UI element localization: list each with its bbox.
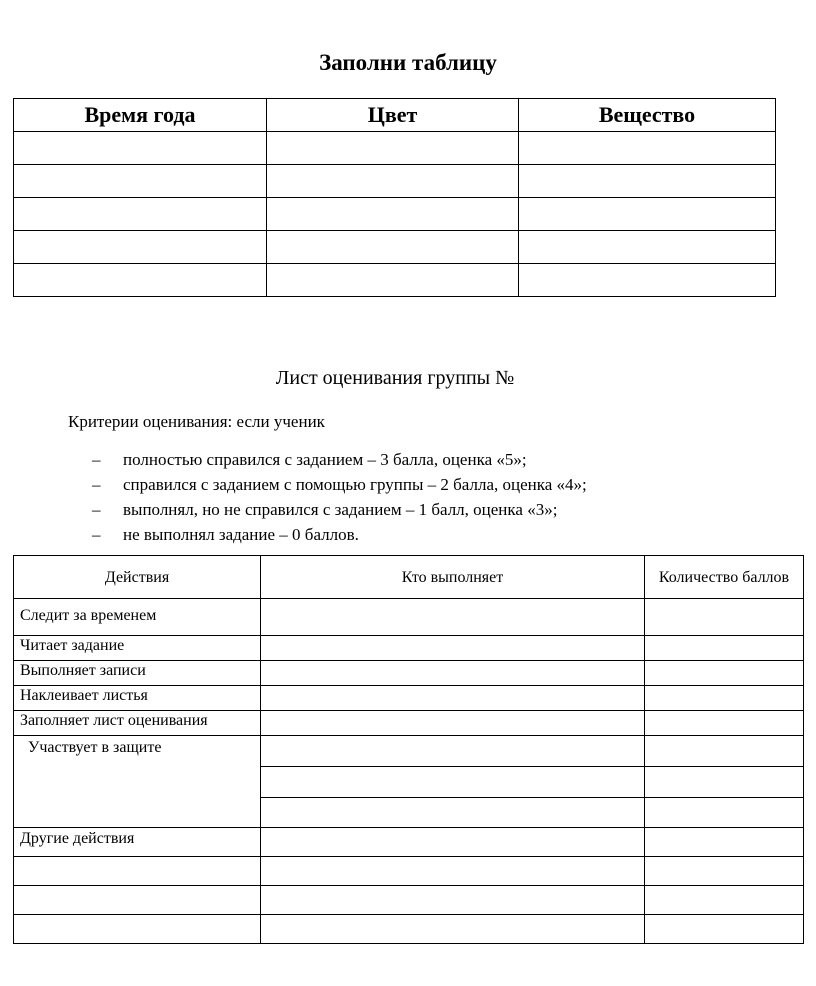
table-row: [14, 198, 776, 231]
table-cell[interactable]: [14, 132, 267, 165]
dash-bullet: –: [92, 450, 101, 469]
table-row: [14, 264, 776, 297]
table-cell[interactable]: [14, 915, 261, 944]
table-cell[interactable]: [645, 857, 804, 886]
table-cell[interactable]: [14, 886, 261, 915]
action-label: Читает задание: [14, 636, 261, 661]
action-label: Заполняет лист оценивания: [14, 711, 261, 736]
header-performer: Кто выполняет: [261, 556, 645, 599]
table-cell[interactable]: [519, 198, 776, 231]
table-cell[interactable]: [261, 767, 645, 798]
criterion-text: полностью справился с заданием – 3 балла, оценка «5»;: [123, 450, 527, 469]
list-item: [92, 499, 587, 524]
table-row: [14, 661, 804, 686]
dash-bullet: –: [92, 475, 101, 494]
evaluation-table: [13, 555, 804, 944]
action-label: Другие действия: [14, 828, 261, 857]
list-item: [92, 474, 587, 499]
action-label: Выполняет записи: [14, 661, 261, 686]
table-cell[interactable]: [645, 711, 804, 736]
table-cell[interactable]: [261, 857, 645, 886]
table-cell[interactable]: [645, 798, 804, 828]
table-cell[interactable]: [14, 198, 267, 231]
criterion-text: выполнял, но не справился с заданием – 1 балл, оценка «3»;: [123, 500, 558, 519]
action-label: Следит за временем: [14, 599, 261, 636]
table-header-row: [14, 556, 804, 599]
table-row: [14, 828, 804, 857]
table-cell[interactable]: [261, 686, 645, 711]
list-item: [92, 524, 587, 549]
page-title: Заполни таблицу: [319, 50, 497, 75]
table-cell[interactable]: [14, 165, 267, 198]
table-cell[interactable]: [261, 636, 645, 661]
table-cell[interactable]: [14, 264, 267, 297]
table-cell[interactable]: [261, 828, 645, 857]
table-row: [14, 636, 804, 661]
table-cell[interactable]: [267, 165, 519, 198]
table-cell[interactable]: [261, 798, 645, 828]
table-cell[interactable]: [267, 198, 519, 231]
table-cell[interactable]: [645, 661, 804, 686]
table-row: [14, 132, 776, 165]
header-substance: Вещество: [519, 99, 776, 132]
list-item: [92, 449, 587, 474]
header-color: Цвет: [267, 99, 519, 132]
table-cell[interactable]: [645, 915, 804, 944]
header-points: Количество баллов: [645, 556, 804, 599]
dash-bullet: –: [92, 525, 101, 544]
table-row: [14, 231, 776, 264]
seasons-table: [13, 98, 776, 297]
table-cell[interactable]: [645, 736, 804, 767]
action-label: Наклеивает листья: [14, 686, 261, 711]
criteria-intro: Критерии оценивания: если ученик: [68, 412, 325, 431]
table-row: [14, 736, 804, 767]
table-cell[interactable]: [261, 915, 645, 944]
table-cell[interactable]: [267, 132, 519, 165]
table-cell[interactable]: [14, 857, 261, 886]
table-cell[interactable]: [267, 231, 519, 264]
table-cell[interactable]: [645, 767, 804, 798]
table-cell[interactable]: [645, 599, 804, 636]
table-cell[interactable]: [261, 886, 645, 915]
table-row: [14, 857, 804, 886]
table-row: [14, 165, 776, 198]
table-cell[interactable]: [645, 886, 804, 915]
table-cell[interactable]: [261, 661, 645, 686]
criteria-list: [92, 449, 587, 549]
table-cell[interactable]: [519, 231, 776, 264]
dash-bullet: –: [92, 500, 101, 519]
table-row: [14, 711, 804, 736]
table-cell[interactable]: [267, 264, 519, 297]
table-cell[interactable]: [519, 132, 776, 165]
table-cell[interactable]: [645, 636, 804, 661]
table-cell[interactable]: [261, 711, 645, 736]
table-cell[interactable]: [645, 686, 804, 711]
table-cell[interactable]: [645, 828, 804, 857]
table-row: [14, 686, 804, 711]
criterion-text: справился с заданием с помощью группы – 2 балла, оценка «4»;: [123, 475, 587, 494]
criterion-text: не выполнял задание – 0 баллов.: [123, 525, 359, 544]
action-label: Участвует в защите: [14, 736, 261, 828]
evaluation-title: Лист оценивания группы №: [275, 367, 515, 389]
header-actions: Действия: [14, 556, 261, 599]
table-cell[interactable]: [519, 165, 776, 198]
table-row: [14, 886, 804, 915]
table-row: [14, 915, 804, 944]
table-row: [14, 599, 804, 636]
table-cell[interactable]: [519, 264, 776, 297]
header-season: Время года: [14, 99, 267, 132]
table-header-row: [14, 99, 776, 132]
table-cell[interactable]: [261, 599, 645, 636]
table-cell[interactable]: [261, 736, 645, 767]
table-cell[interactable]: [14, 231, 267, 264]
